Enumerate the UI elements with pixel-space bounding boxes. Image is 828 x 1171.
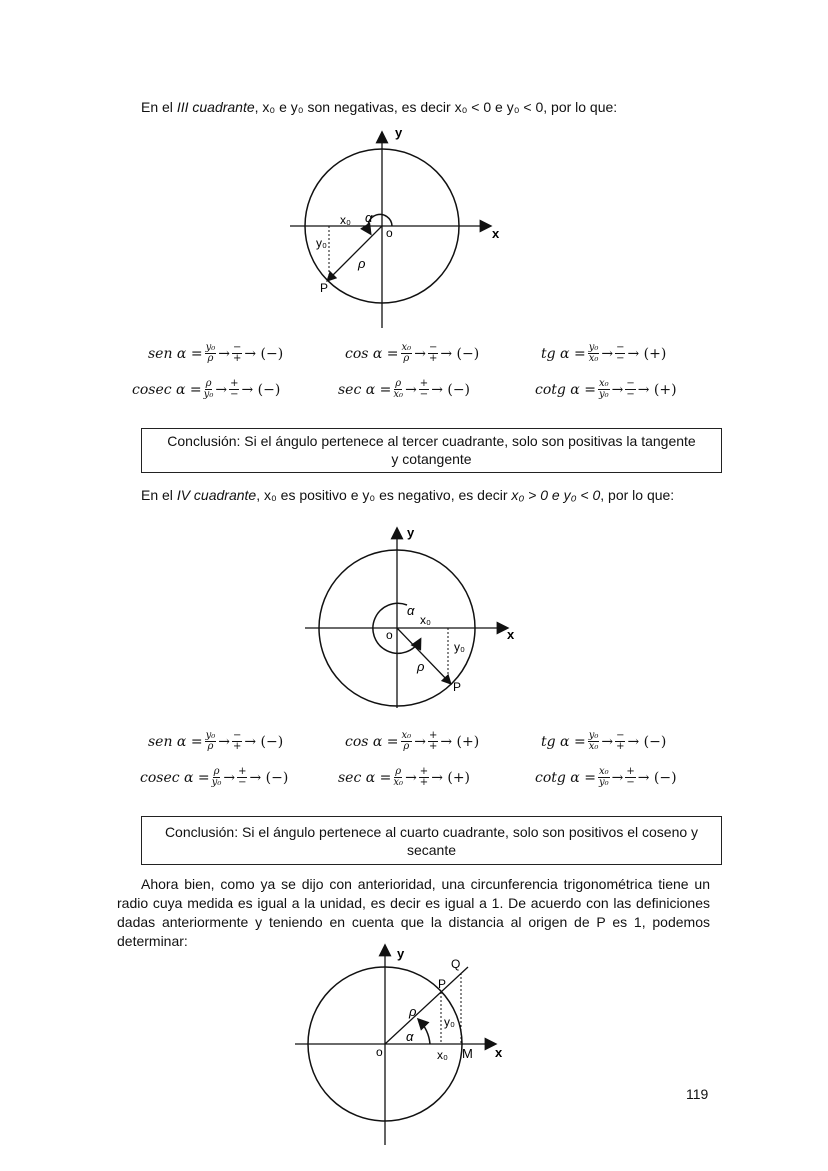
- section3-formulas-1-sn: −: [428, 342, 438, 353]
- section4-formulas-0-den: ρ: [207, 741, 214, 752]
- section3-formulas-2-den: x₀: [588, 353, 599, 364]
- formula-sec: sec α = $\frac{\rho}{\text{x₀}}$ → $\frac{+}{+}$ → (+): [338, 766, 471, 788]
- section4-formulas-1-res: → (+): [440, 733, 480, 750]
- section4-formulas-4-den: x₀: [393, 777, 404, 788]
- section4-formulas-1-name: cos α =: [345, 733, 399, 750]
- section4-diagram-rho: ρ: [417, 659, 425, 674]
- diagram3-o: o: [376, 1045, 383, 1059]
- diagram3-q: Q: [451, 957, 461, 971]
- section4-diagram-x: x: [507, 627, 515, 642]
- text: En el: [141, 99, 177, 115]
- section4-formulas-5-den: y₀: [598, 777, 609, 788]
- conclusion-fourth-quadrant: Conclusión: Si el ángulo pertenece al cuarto cuadrante, solo son positivos el coseno y secante: [141, 816, 722, 865]
- section4-formulas-5-sd: −: [626, 777, 635, 788]
- formula-cosec: cosec α = $\frac{\rho}{\text{y₀}}$ → $\frac{+}{-}$ → (−): [140, 766, 289, 788]
- formula-sen: sen α = $\frac{\text{y₀}}{\rho}$ → $\frac{-}{+}$ → (−): [148, 342, 284, 364]
- section3-formulas-3-name: cosec α =: [132, 381, 202, 398]
- diagram3-x0: x₀: [437, 1048, 448, 1062]
- angle-arc: [419, 1020, 430, 1044]
- section3-diagram-x0: x₀: [340, 213, 351, 227]
- section4-formulas-5-name: cotg α =: [535, 769, 596, 786]
- section3-formulas-0-den: ρ: [207, 353, 214, 364]
- section4-intro_post: , por lo que:: [600, 487, 675, 503]
- section3-formulas-4-sn: +: [419, 378, 429, 389]
- diagram-fourth-quadrant: [295, 525, 525, 710]
- diagram3-p: P: [438, 977, 447, 991]
- section3-formulas-1-sd: +: [428, 353, 438, 364]
- section4-formulas-3-sd: −: [238, 777, 247, 788]
- section3-formulas-1-den: ρ: [403, 353, 410, 364]
- formula-cotg: cotg α = $\frac{\text{x₀}}{\text{y₀}}$ → $\frac{+}{-}$ → (−): [535, 766, 677, 788]
- section4-formulas-0-num: y₀: [205, 730, 216, 741]
- section3-formulas-4-num: ρ: [395, 378, 402, 389]
- section4-formulas-2-sd: +: [616, 741, 625, 752]
- section3-formulas-2-res: → (+): [627, 345, 667, 362]
- section3-formulas-3-res: → (−): [241, 381, 281, 398]
- intro-fourth-quadrant: [141, 487, 674, 503]
- quadrant-name: III cuadrante: [176, 99, 255, 115]
- section4-formulas-3-sn: +: [238, 766, 247, 777]
- section3-formulas-4-sd: −: [419, 389, 429, 400]
- formula-tg: tg α = $\frac{\text{y₀}}{\text{x₀}}$ → $\frac{-}{+}$ → (−): [541, 730, 667, 752]
- section3-formulas-0-name: sen α =: [148, 345, 203, 362]
- section3-formulas-2-sn: −: [616, 342, 625, 353]
- diagram-third-quadrant: [280, 125, 510, 335]
- section4-formulas-3-res: → (−): [249, 769, 289, 786]
- section3-formulas-0-num: y₀: [205, 342, 216, 353]
- section3-formulas-3-den: y₀: [203, 389, 214, 400]
- section3-diagram-x: x: [492, 226, 500, 241]
- section4-formulas-4-sn: +: [419, 766, 429, 777]
- section4-formulas-2-name: tg α =: [541, 733, 586, 750]
- section3-formulas-2-sd: −: [616, 353, 625, 364]
- formula-cos: cos α = $\frac{\text{x₀}}{\rho}$ → $\frac{-}{+}$ → (−): [345, 342, 480, 364]
- section3-diagram-p: P: [320, 281, 329, 295]
- section4-diagram-y0: y₀: [454, 640, 465, 654]
- section3-formulas-5-name: cotg α =: [535, 381, 596, 398]
- section4-formulas-1-sd: +: [428, 741, 438, 752]
- diagram-unit-circle: [285, 940, 515, 1150]
- section4-formulas-0-name: sen α =: [148, 733, 203, 750]
- section4-intro_cond: x₀ > 0 e y₀ < 0: [511, 487, 601, 503]
- section3-formulas-5-num: x₀: [598, 378, 609, 389]
- section3-formulas-2-name: tg α =: [541, 345, 586, 362]
- section3-formulas-0-sn: −: [232, 342, 242, 353]
- section3-formulas-4-res: → (−): [431, 381, 471, 398]
- radius-rho: [328, 226, 382, 280]
- section4-formulas-4-res: → (+): [431, 769, 471, 786]
- section4-diagram-x0: x₀: [420, 613, 431, 627]
- section3-formulas-2-num: y₀: [588, 342, 599, 353]
- intro-third-quadrant: [141, 99, 617, 115]
- section4-diagram-y: y: [407, 525, 415, 540]
- formula-sec: sec α = $\frac{\rho}{\text{x₀}}$ → $\frac{+}{-}$ → (−): [338, 378, 471, 400]
- section3-formulas-4-den: x₀: [393, 389, 404, 400]
- section4-formulas-4-sd: +: [419, 777, 429, 788]
- section4-formulas-1-den: ρ: [403, 741, 410, 752]
- section3-formulas-3-sn: +: [230, 378, 239, 389]
- section4-formulas-4-num: ρ: [395, 766, 402, 777]
- section4-formulas-5-num: x₀: [598, 766, 609, 777]
- section3-formulas-3-num: ρ: [205, 378, 212, 389]
- diagram3-alpha: α: [406, 1029, 414, 1044]
- formula-cosec: cosec α = $\frac{\rho}{\text{y₀}}$ → $\frac{+}{-}$ → (−): [132, 378, 281, 400]
- diagram3-x: x: [495, 1045, 503, 1060]
- page-number: 119: [686, 1086, 709, 1102]
- section4-formulas-2-den: x₀: [588, 741, 599, 752]
- diagram3-rho: ρ: [409, 1004, 417, 1019]
- section4-formulas-3-den: y₀: [211, 777, 222, 788]
- section4-intro_pre: En el: [141, 487, 177, 503]
- section3-formulas-1-name: cos α =: [345, 345, 399, 362]
- section3-formulas-0-sd: +: [232, 353, 242, 364]
- section4-formulas-2-sn: −: [616, 730, 625, 741]
- section4-formulas-4-name: sec α =: [338, 769, 392, 786]
- section4-formulas-2-res: → (−): [627, 733, 667, 750]
- conclusion-third-quadrant: Conclusión: Si el ángulo pertenece al tercer cuadrante, solo son positivas la tangente y cotangente: [141, 428, 722, 473]
- section4-formulas-0-sd: +: [232, 741, 242, 752]
- section3-diagram-o: o: [386, 226, 393, 240]
- section4-formulas-1-sn: +: [428, 730, 438, 741]
- section4-formulas-3-name: cosec α =: [140, 769, 210, 786]
- section3-formulas-1-res: → (−): [440, 345, 480, 362]
- section3-formulas-5-sn: −: [626, 378, 635, 389]
- section3-diagram-y0: y₀: [316, 236, 327, 250]
- section3-formulas-1-num: x₀: [401, 342, 412, 353]
- section3-formulas-0-res: → (−): [244, 345, 284, 362]
- section3-diagram-rho: ρ: [358, 256, 366, 271]
- section4-formulas-0-res: → (−): [244, 733, 284, 750]
- formula-sen: sen α = $\frac{\text{y₀}}{\rho}$ → $\frac{-}{+}$ → (−): [148, 730, 284, 752]
- section4-diagram-alpha: α: [407, 603, 415, 618]
- section3-diagram-y: y: [395, 125, 403, 140]
- section3-formulas-5-sd: −: [626, 389, 635, 400]
- section3-formulas-4-name: sec α =: [338, 381, 392, 398]
- section3-formulas-5-res: → (+): [637, 381, 677, 398]
- text: , x₀ e y₀ son negativas, es decir x₀ < 0 e y₀ < 0, por lo que:: [254, 99, 618, 115]
- diagram3-y0: y₀: [444, 1015, 455, 1029]
- section4-formulas-2-num: y₀: [588, 730, 599, 741]
- radius-rho: [397, 628, 450, 683]
- formula-tg: tg α = $\frac{\text{y₀}}{\text{x₀}}$ → $\frac{-}{-}$ → (+): [541, 342, 667, 364]
- section4-diagram-p: P: [453, 680, 462, 694]
- section4-formulas-5-res: → (−): [637, 769, 677, 786]
- section4-diagram-o: o: [386, 628, 393, 642]
- section4-formulas-0-sn: −: [232, 730, 242, 741]
- paragraph-unit-circle: Ahora bien, como ya se dijo con anterioridad, una circunferencia trigonométrica tiene un radio cuya medida es igual a la unidad, es decir es igual a 1. De acuerdo con las definiciones dadas anteriormente y teniendo en cuenta que la distancia al origen de P es 1, podemos determinar:: [117, 876, 710, 949]
- section4-intro_mid: , x₀ es positivo e y₀ es negativo, es decir: [256, 487, 512, 503]
- formula-cos: cos α = $\frac{\text{x₀}}{\rho}$ → $\frac{+}{+}$ → (+): [345, 730, 480, 752]
- section4-formulas-3-num: ρ: [213, 766, 220, 777]
- section3-formulas-5-den: y₀: [598, 389, 609, 400]
- diagram3-y: y: [397, 946, 405, 961]
- formula-cotg: cotg α = $\frac{\text{x₀}}{\text{y₀}}$ → $\frac{-}{-}$ → (+): [535, 378, 677, 400]
- section3-formulas-3-sd: −: [230, 389, 239, 400]
- section4-formulas-5-sn: +: [626, 766, 635, 777]
- section3-diagram-alpha: α: [365, 210, 373, 225]
- section4-formulas-1-num: x₀: [401, 730, 412, 741]
- section4-intro_quad: IV cuadrante: [176, 487, 257, 503]
- diagram3-m: M: [462, 1046, 473, 1061]
